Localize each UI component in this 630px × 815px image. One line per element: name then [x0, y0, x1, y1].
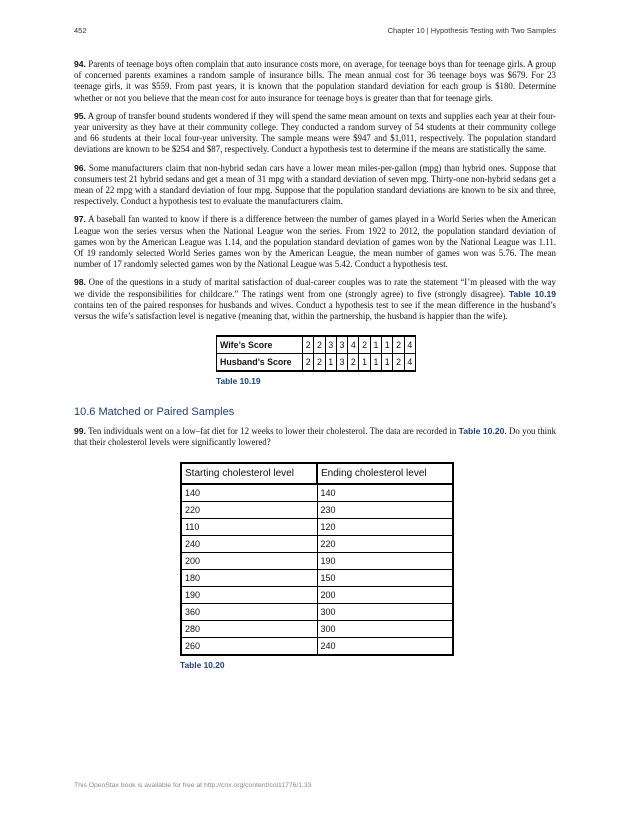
- table-cell: 2: [393, 354, 404, 372]
- table-row: [181, 552, 453, 569]
- table-cell: 180: [181, 569, 317, 586]
- problem-99: [74, 426, 556, 448]
- table-row: [181, 637, 453, 655]
- problem-number: 97.: [74, 214, 86, 225]
- table-cell: 140: [317, 484, 453, 502]
- table-row: [181, 501, 453, 518]
- table-10-19: [216, 335, 416, 372]
- table-cell: 240: [317, 637, 453, 655]
- table-10-20-link[interactable]: Table 10.20: [458, 426, 505, 437]
- column-header-ending: Ending cholesterol level: [317, 463, 453, 484]
- table-cell: 2: [348, 354, 359, 372]
- table-cell: 300: [317, 620, 453, 637]
- table-10-20-caption: Table 10.20: [180, 659, 225, 670]
- table-cell: 220: [181, 501, 317, 518]
- table-cell: 1: [382, 354, 393, 372]
- table-cell: 1: [325, 354, 336, 372]
- chapter-title: Chapter 10 | Hypothesis Testing with Two Samples: [387, 26, 556, 35]
- table-cell: 260: [181, 637, 317, 655]
- problem-number: 95.: [74, 110, 86, 121]
- column-header-starting: Starting cholesterol level: [181, 463, 317, 484]
- table-cell: 360: [181, 603, 317, 620]
- problem-95: [74, 111, 556, 156]
- table-cell: 200: [181, 552, 317, 569]
- table-row: [181, 603, 453, 620]
- page-content: [74, 59, 556, 670]
- table-cell: 2: [359, 336, 370, 354]
- table-cell: 120: [317, 518, 453, 535]
- table-cell: 200: [317, 586, 453, 603]
- table-10-19-link[interactable]: Table 10.19: [508, 288, 557, 299]
- footer-note: This OpenStax book is available for free at http://cnx.org/content/col11776/1.33: [74, 782, 312, 789]
- problem-number: 96.: [74, 162, 86, 173]
- problem-text: Parents of teenage boys often complain that auto insurance costs more, on average, for teenage boys than for teenage girls. A group of concerned parents examines a random sample of insurance bills. The mean annual cost for 36 teenage boys was $679. For 23 teenage girls, it was $559. From past years, it is known that the population standard deviation for each group is $180. Determine whether or not you believe that the mean cost for auto insurance for teenage boys is greater than that for teenage girls.: [74, 59, 556, 103]
- table-cell: 240: [181, 535, 317, 552]
- table-cell: 4: [404, 354, 415, 372]
- table-cell: 280: [181, 620, 317, 637]
- table-row: [181, 620, 453, 637]
- table-cell: 150: [317, 569, 453, 586]
- problem-text: A baseball fan wanted to know if there is a difference between the number of games played in a World Series when the American League won the series versus when the National League won the series. From 1922 to 2012, the population standard deviation of games won by the American League was 1.14, and the population standard deviation of games won by the National League was 1.11. Of 19 randomly selected World Series games won by the American League, the mean number of games won was 5.76. The mean number of 17 randomly selected games won by the National League was 5.42. Conduct a hypothesis test.: [74, 214, 556, 270]
- problem-text-continued: . Do you think that their cholesterol levels were significantly lowered?: [74, 426, 557, 448]
- table-cell: 3: [325, 336, 336, 354]
- row-label: Wife’s Score: [217, 336, 303, 354]
- section-heading: 10.6 Matched or Paired Samples: [74, 406, 235, 419]
- page-number: 452: [74, 26, 87, 35]
- table-row: [217, 336, 416, 354]
- problem-96: [74, 163, 556, 208]
- table-10-19-caption: Table 10.19: [216, 376, 261, 387]
- problem-text: A group of transfer bound students wondered if they will spend the same mean amount on texts and supplies each year at their four-year university as they have at their community college. They conducted a random survey of 54 students at their community college and 66 students at their local four-year university. The sample means were $947 and $1,011, respectively. The population standard deviations are known to be $254 and $87, respectively. Conduct a hypothesis test to determine if the means are statistically the same.: [74, 110, 556, 155]
- table-cell: 2: [314, 354, 325, 372]
- table-header-row: [181, 463, 453, 484]
- table-cell: 1: [359, 354, 370, 372]
- table-cell: 230: [317, 501, 453, 518]
- table-cell: 2: [303, 336, 314, 354]
- table-cell: 4: [404, 336, 415, 354]
- table-cell: 2: [314, 336, 325, 354]
- table-row: [181, 569, 453, 586]
- table-cell: 190: [317, 552, 453, 569]
- table-row: [217, 354, 416, 372]
- table-cell: 4: [348, 336, 359, 354]
- table-cell: 140: [181, 484, 317, 502]
- table-row: [181, 484, 453, 502]
- table-cell: 220: [317, 535, 453, 552]
- table-cell: 2: [303, 354, 314, 372]
- table-cell: 3: [336, 336, 347, 354]
- problem-text-continued: contains ten of the paired responses for husbands and wives. Conduct a hypothesis test to see if the mean difference in the husband’s versus the wife’s satisfaction level is negative (meaning that, within the partnership, the husband is happier than the wife).: [74, 299, 556, 322]
- table-10-20: [180, 462, 454, 656]
- table-cell: 190: [181, 586, 317, 603]
- table-row: [181, 586, 453, 603]
- table-cell: 1: [370, 354, 381, 372]
- problem-text: Some manufacturers claim that non-hybrid sedan cars have a lower mean miles-per-gallon (mpg) than hybrid ones. Suppose that consumers test 21 hybrid sedans and get a mean of 31 mpg with a standard deviation of seven mpg. Thirty-one non-hybrid sedans get a mean of 22 mpg with a standard deviation of four mpg. Suppose that the population standard deviations are known to be six and three, respectively. Conduct a hypothesis test to evaluate the manufacturers claim.: [74, 162, 557, 207]
- table-row: [181, 518, 453, 535]
- problem-94: [74, 59, 556, 104]
- problem-number: 99.: [74, 426, 86, 437]
- table-cell: 300: [317, 603, 453, 620]
- row-label: Husband’s Score: [217, 354, 303, 372]
- table-cell: 2: [393, 336, 404, 354]
- problem-97: [74, 214, 556, 270]
- problem-98: [74, 277, 556, 322]
- problem-number: 94.: [74, 59, 86, 69]
- table-cell: 1: [382, 336, 393, 354]
- problem-number: 98.: [74, 277, 86, 288]
- problem-text: One of the questions in a study of marital satisfaction of dual-career couples was to rate the statement “I’m pleased with the way we divide the responsibilities for childcare.” The ratings went from one (strongly agree) to five (strongly disagree).: [74, 277, 556, 299]
- table-cell: 1: [370, 336, 381, 354]
- problem-text: Ten individuals went on a low–fat diet for 12 weeks to lower their cholesterol. The data are recorded in: [88, 426, 457, 437]
- table-row: [181, 535, 453, 552]
- table-cell: 3: [336, 354, 347, 372]
- table-cell: 110: [181, 518, 317, 535]
